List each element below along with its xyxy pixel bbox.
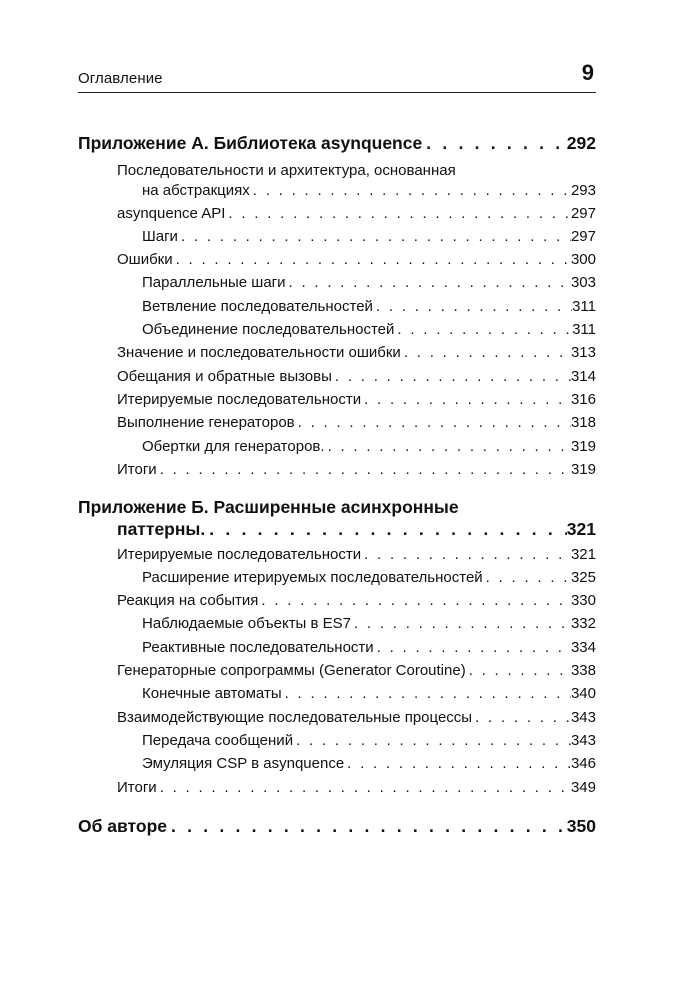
toc-subentry[interactable] bbox=[142, 228, 596, 245]
toc-entry[interactable] bbox=[142, 182, 596, 199]
dot-leader bbox=[167, 816, 567, 837]
dot-leader bbox=[483, 569, 571, 586]
toc-entry-first-line: Последовательности и архитектура, основанная bbox=[117, 162, 456, 179]
toc-subentry[interactable] bbox=[142, 685, 596, 702]
entry-title: Значение и последовательности ошибки bbox=[117, 344, 401, 361]
entry-page: 314 bbox=[570, 368, 596, 385]
entry-page: 297 bbox=[570, 228, 596, 245]
chapter-page: 321 bbox=[566, 519, 596, 539]
entry-page: 319 bbox=[570, 461, 596, 478]
dot-leader bbox=[157, 461, 571, 478]
toc-subentry[interactable] bbox=[142, 321, 596, 338]
entry-page: 338 bbox=[570, 662, 596, 679]
entry-title: Генераторные сопрограммы (Generator Coroutine) bbox=[117, 662, 466, 679]
entry-title: Ошибки bbox=[117, 251, 173, 268]
toc-entry[interactable] bbox=[117, 779, 596, 796]
toc-entry[interactable] bbox=[117, 662, 596, 679]
toc-entry[interactable] bbox=[117, 251, 596, 268]
toc-entry[interactable] bbox=[117, 368, 596, 385]
dot-leader bbox=[325, 438, 571, 455]
toc-entry[interactable] bbox=[117, 414, 596, 431]
toc-subentry[interactable] bbox=[142, 274, 596, 291]
entry-page: 313 bbox=[570, 344, 596, 361]
entry-page: 346 bbox=[570, 755, 596, 772]
entry-title: Шаги bbox=[142, 228, 178, 245]
page-header bbox=[78, 58, 596, 88]
entry-title: Итерируемые последовательности bbox=[117, 546, 362, 563]
dot-leader bbox=[401, 344, 571, 361]
dot-leader bbox=[258, 592, 571, 609]
toc-entry[interactable] bbox=[117, 709, 596, 726]
entry-title: asynquence API bbox=[117, 205, 226, 222]
toc-entry[interactable] bbox=[117, 344, 596, 361]
entry-page: 343 bbox=[570, 732, 596, 749]
dot-leader bbox=[394, 321, 572, 338]
entry-title: Передача сообщений bbox=[142, 732, 294, 749]
toc-subentry[interactable] bbox=[142, 438, 596, 455]
dot-leader bbox=[293, 732, 571, 749]
dot-leader bbox=[286, 274, 571, 291]
dot-leader bbox=[250, 182, 571, 199]
entry-page: 297 bbox=[570, 205, 596, 222]
entry-title: Расширение итерируемых последовательностей bbox=[142, 569, 483, 586]
entry-title: Реакция на события bbox=[117, 592, 259, 609]
entry-page: 340 bbox=[570, 685, 596, 702]
page-number: 9 bbox=[581, 60, 594, 85]
chapter-page: 350 bbox=[566, 816, 596, 836]
dot-leader bbox=[344, 755, 571, 772]
dot-leader bbox=[332, 368, 571, 385]
entry-page: 321 bbox=[570, 546, 596, 563]
entry-title: Взаимодействующие последовательные процессы bbox=[117, 709, 473, 726]
entry-page: 311 bbox=[572, 298, 596, 315]
entry-page: 325 bbox=[570, 569, 596, 586]
dot-leader bbox=[472, 709, 571, 726]
entry-title: Ветвление последовательностей bbox=[142, 298, 373, 315]
chapter-title-first-line: Приложение Б. Расширенные асинхронные bbox=[78, 497, 459, 517]
entry-title: Итерируемые последовательности bbox=[117, 391, 362, 408]
dot-leader bbox=[351, 615, 571, 632]
entry-title: Выполнение генераторов bbox=[117, 414, 295, 431]
chapter-title: паттерны. bbox=[117, 519, 206, 539]
toc-entry[interactable] bbox=[117, 592, 596, 609]
entry-page: 303 bbox=[570, 274, 596, 291]
entry-page: 311 bbox=[572, 321, 596, 338]
entry-title: Обещания и обратные вызовы bbox=[117, 368, 332, 385]
dot-leader bbox=[173, 251, 571, 268]
dot-leader bbox=[295, 414, 571, 431]
entry-title: на абстракциях bbox=[142, 182, 250, 199]
entry-title: Итоги bbox=[117, 779, 157, 796]
toc-subentry[interactable] bbox=[142, 298, 596, 315]
entry-title: Объединение последовательностей bbox=[142, 321, 395, 338]
header-divider bbox=[78, 92, 596, 93]
entry-page: 330 bbox=[570, 592, 596, 609]
entry-title: Эмуляция CSP в asynquence bbox=[142, 755, 345, 772]
toc-chapter-appendix-a[interactable] bbox=[78, 133, 596, 154]
entry-page: 319 bbox=[570, 438, 596, 455]
dot-leader bbox=[205, 519, 567, 540]
entry-title: Итоги bbox=[117, 461, 157, 478]
toc-subentry[interactable] bbox=[142, 755, 596, 772]
toc-subentry[interactable] bbox=[142, 639, 596, 656]
entry-title: Реактивные последовательности bbox=[142, 639, 374, 656]
entry-title: Наблюдаемые объекты в ES7 bbox=[142, 615, 351, 632]
chapter-title: Приложение А. Библиотека asynquence bbox=[78, 133, 423, 153]
toc-entry[interactable] bbox=[117, 205, 596, 222]
chapter-title: Об авторе bbox=[78, 816, 167, 836]
entry-page: 349 bbox=[570, 779, 596, 796]
entry-title: Конечные автоматы bbox=[142, 685, 282, 702]
dot-leader bbox=[282, 685, 571, 702]
running-title: Оглавление bbox=[78, 70, 163, 87]
toc-entry[interactable] bbox=[117, 391, 596, 408]
entry-page: 293 bbox=[570, 182, 596, 199]
dot-leader bbox=[361, 391, 571, 408]
entry-page: 334 bbox=[570, 639, 596, 656]
toc-chapter-appendix-b[interactable] bbox=[117, 519, 596, 540]
entry-page: 318 bbox=[570, 414, 596, 431]
toc-subentry[interactable] bbox=[142, 569, 596, 586]
entry-page: 300 bbox=[570, 251, 596, 268]
dot-leader bbox=[178, 228, 571, 245]
toc-entry[interactable] bbox=[117, 546, 596, 563]
toc-entry[interactable] bbox=[117, 461, 596, 478]
entry-title: Обертки для генераторов. bbox=[142, 438, 325, 455]
dot-leader bbox=[374, 639, 571, 656]
dot-leader bbox=[466, 662, 571, 679]
dot-leader bbox=[361, 546, 571, 563]
entry-page: 316 bbox=[570, 391, 596, 408]
chapter-page: 292 bbox=[566, 133, 596, 153]
toc-subentry[interactable] bbox=[142, 732, 596, 749]
dot-leader bbox=[157, 779, 571, 796]
dot-leader bbox=[225, 205, 571, 222]
entry-title: Параллельные шаги bbox=[142, 274, 286, 291]
dot-leader bbox=[422, 133, 567, 154]
toc-subentry[interactable] bbox=[142, 615, 596, 632]
entry-page: 343 bbox=[570, 709, 596, 726]
entry-page: 332 bbox=[570, 615, 596, 632]
toc-chapter-about-author[interactable] bbox=[78, 816, 596, 837]
dot-leader bbox=[373, 298, 572, 315]
